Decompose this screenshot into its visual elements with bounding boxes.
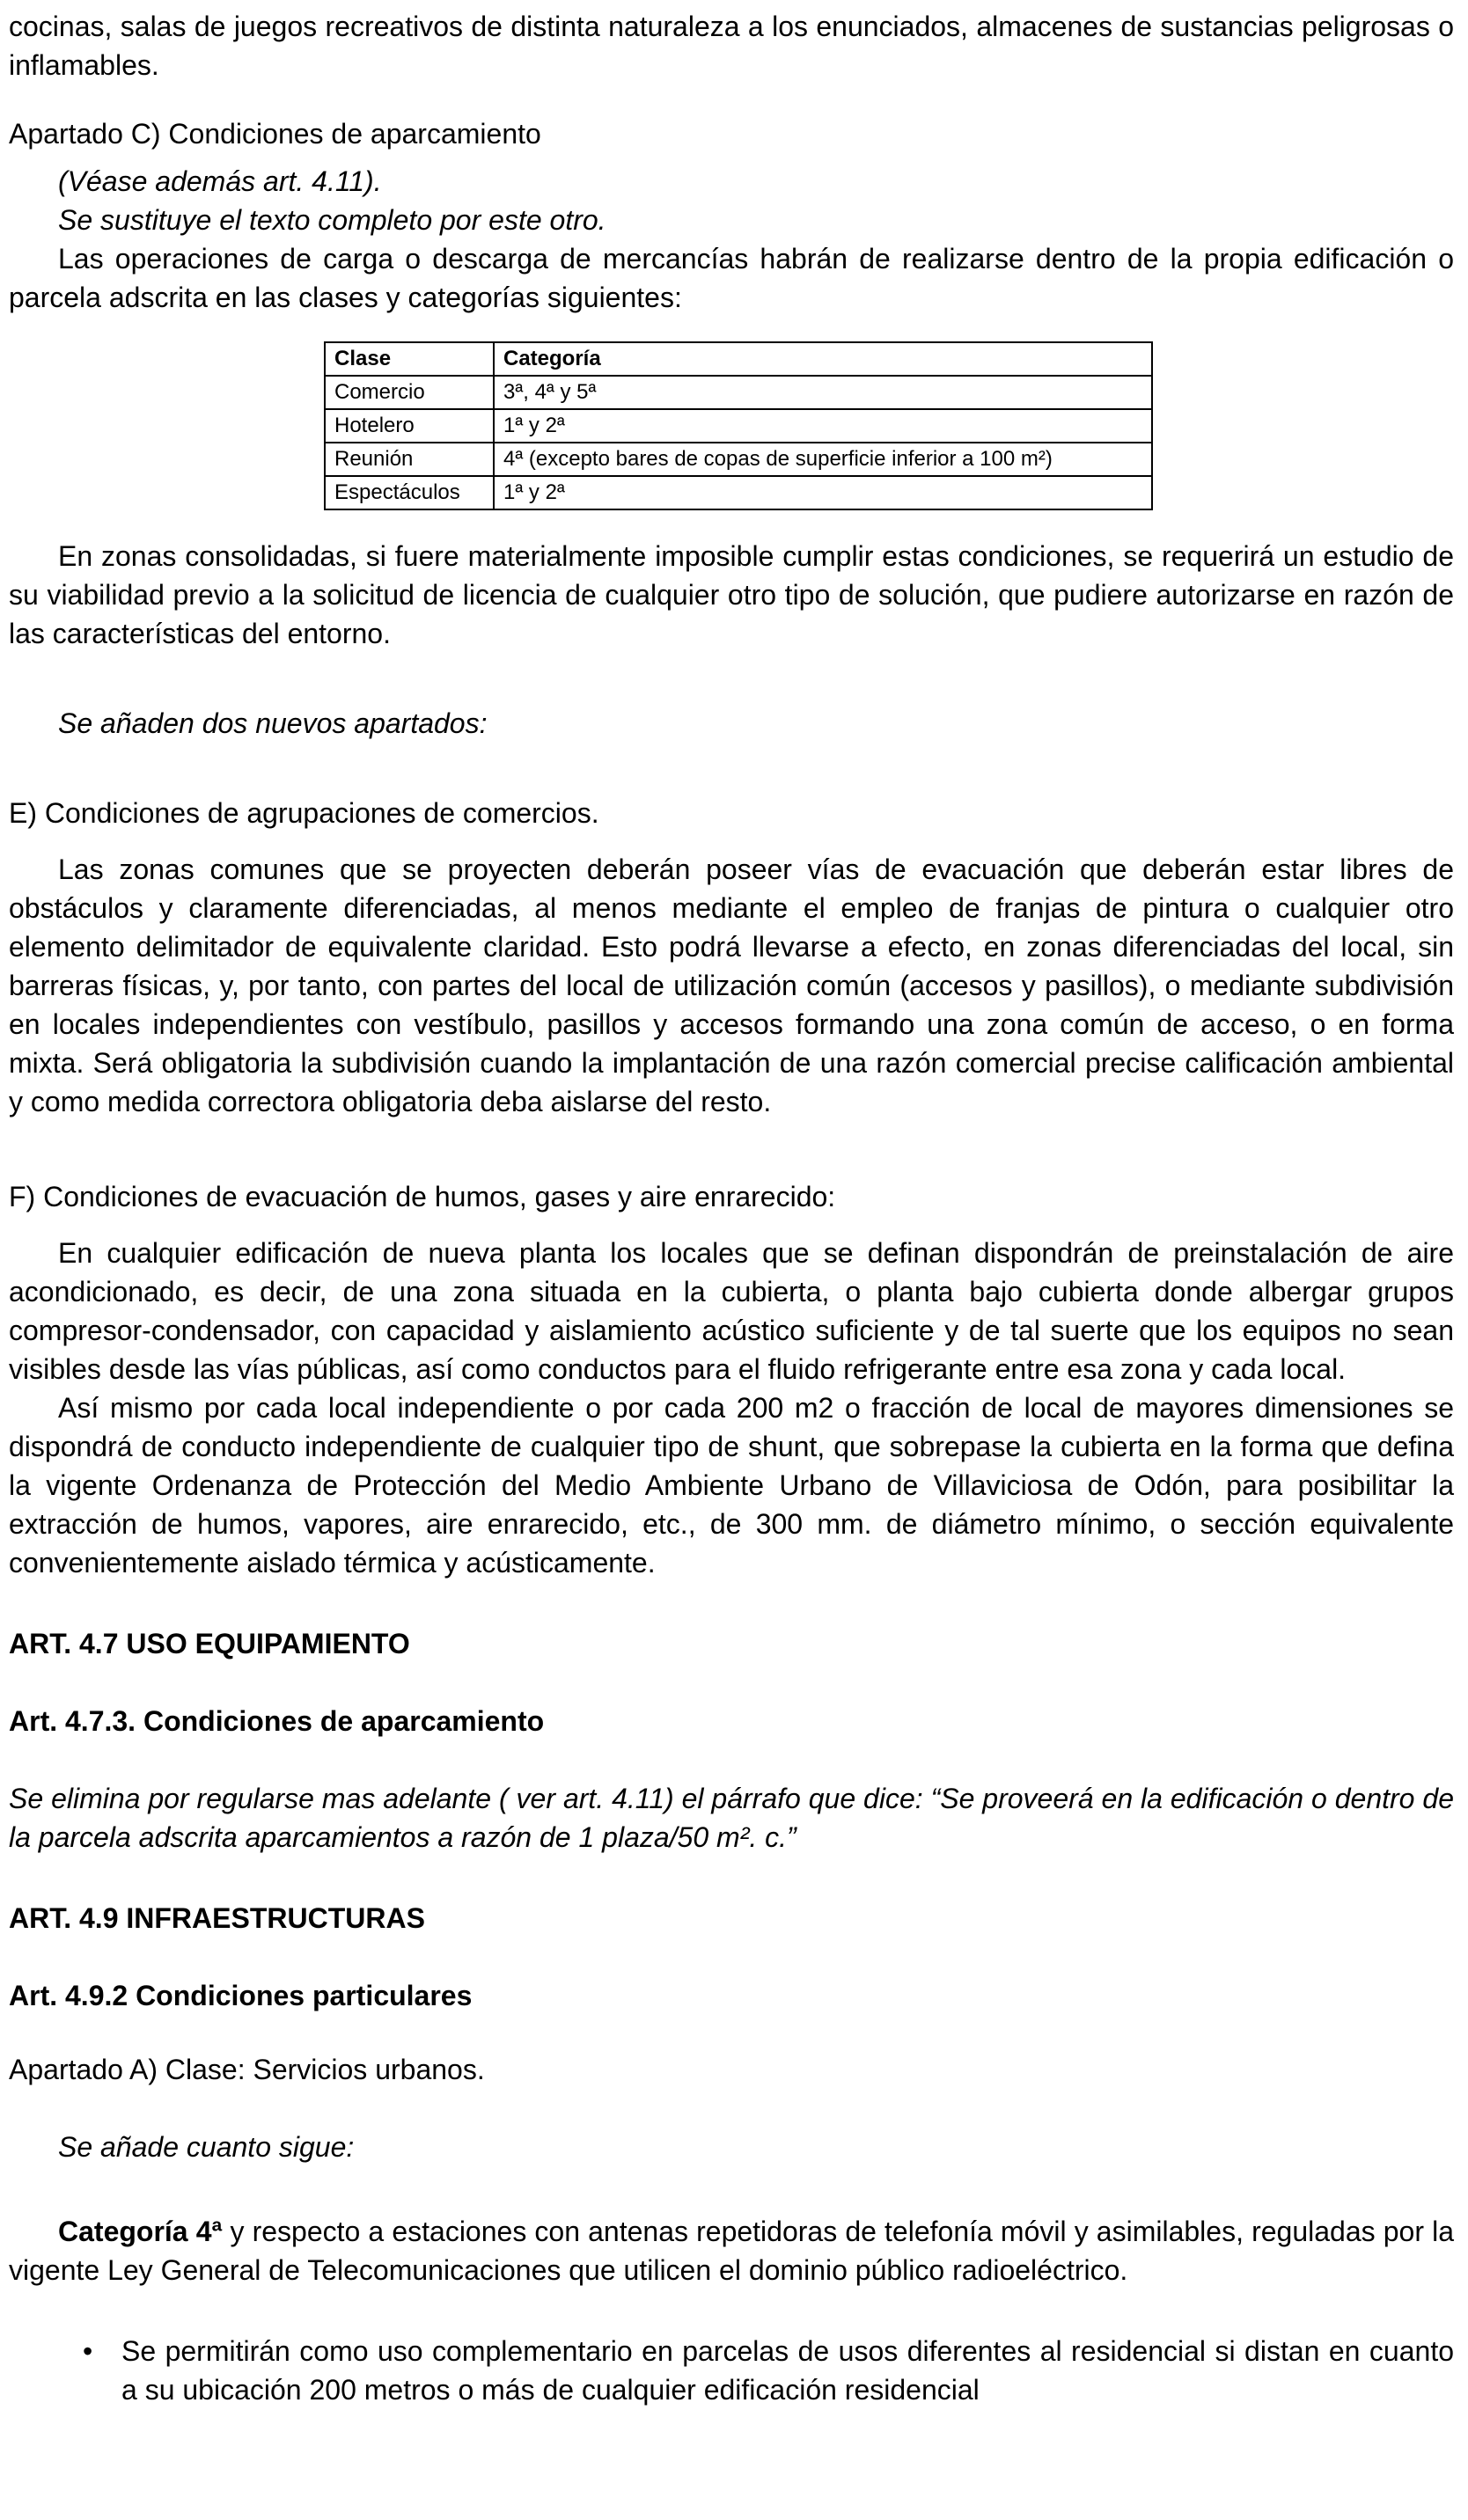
heading-apartado-e: E) Condiciones de agrupaciones de comercios. [9,797,599,829]
cell-clase-comercio: Comercio [325,376,494,409]
paragraph-zonas-comunes: Las zonas comunes que se proyecten deberán poseer vías de evacuación que deberán estar libres de obstáculos y claramente diferenciadas, al menos mediante el empleo de franjas de pintura o cualquier otro elemento delimitador de equivalente claridad. Esto podrá llevarse a efecto, en zonas diferenciadas del local, sin barreras físicas, y, por tanto, con partes del local de utilización común (accesos y pasillos), o mediante subdivisión en locales independientes con vestíbulo, pasillos y accesos formando una zona común de acceso, o en forma mixta. Será obligatoria la subdivisión cuando la implantación de una razón comercial precise calificación ambiental y como medida correctora obligatoria deba aislarse del resto. [9,853,1454,1117]
paragraph-categoria-4 [9,2212,1454,2289]
cell-clase-espectaculos: Espectáculos [325,476,494,509]
heading-art-4-7-3: Art. 4.7.3. Condiciones de aparcamiento [9,1705,545,1737]
cell-categoria-hotelero: 1ª y 2ª [494,409,1152,443]
note-vease-ademas: (Véase además art. 4.11). [58,165,382,197]
heading-art-4-9: ART. 4.9 INFRAESTRUCTURAS [9,1902,425,1934]
note-se-sustituye: Se sustituye el texto completo por este otro. [58,204,606,236]
cell-categoria-reunion: 4ª (excepto bares de copas de superficie inferior a 100 m²) [494,443,1152,476]
bullet-icon: • [83,2335,93,2367]
paragraph-intro-continuation: cocinas, salas de juegos recreativos de distinta naturaleza a los enunciados, almacenes de sustancias peligrosas o inflamables. [9,11,1454,81]
table-row-hotelero [325,409,1152,443]
cell-categoria-comercio: 3ª, 4ª y 5ª [494,376,1152,409]
paragraph-operaciones-carga: Las operaciones de carga o descarga de mercancías habrán de realizarse dentro de la propia edificación o parcela adscrita en las clases y categorías siguientes: [9,243,1454,313]
paragraph-conducto-shunt: Así mismo por cada local independiente o por cada 200 m2 o fracción de local de mayores dimensiones se dispondrá de conducto independiente de cualquier tipo de shunt, que sobrepase la cubierta en la forma que defina la vigente Ordenanza de Protección del Medio Ambiente Urbano de Villaviciosa de Odón, para posibilitar la extracción de humos, vapores, aire enrarecido, etc., de 300 mm. de diámetro mínimo, o sección equivalente convenientemente aislado térmica y acústicamente. [9,1392,1454,1579]
paragraph-zonas-consolidadas: En zonas consolidadas, si fuere materialmente imposible cumplir estas condiciones, se requerirá un estudio de su viabilidad previo a la solicitud de licencia de cualquier otro tipo de solución, que pudiere autorizarse en razón de las características del entorno. [9,540,1454,649]
note-se-anade-cuanto-sigue: Se añade cuanto sigue: [58,2131,355,2163]
heading-apartado-f: F) Condiciones de evacuación de humos, gases y aire enrarecido: [9,1181,836,1212]
bullet-text: Se permitirán como uso complementario en parcelas de usos diferentes al residencial si distan en cuanto a su ubicación 200 metros o más de cualquier edificación residencial [121,2335,1454,2406]
table-row-comercio [325,376,1152,409]
categoria-4-text: y respecto a estaciones con antenas repetidoras de telefonía móvil y asimilables, reguladas por la vigente Ley General de Telecomunicaciones que utilicen el dominio público radioeléctrico. [9,2216,1455,2286]
note-se-elimina-parrafo: Se elimina por regularse mas adelante ( ver art. 4.11) el párrafo que dice: “Se proveerá en la edificación o dentro de la parcela adscrita aparcamientos a razón de 1 plaza/50 m². c.” [9,1783,1454,1853]
categoria-4-label: Categoría 4ª [58,2216,223,2247]
cell-categoria-espectaculos: 1ª y 2ª [494,476,1152,509]
cell-clase-reunion: Reunión [325,443,494,476]
table-row-espectaculos [325,476,1152,509]
table-row-reunion [325,443,1152,476]
column-header-clase: Clase [325,342,494,376]
heading-apartado-c: Apartado C) Condiciones de aparcamiento [9,118,541,150]
heading-apartado-a: Apartado A) Clase: Servicios urbanos. [9,2054,485,2085]
paragraph-preinstalacion-aire: En cualquier edificación de nueva planta los locales que se definan dispondrán de preinstalación de aire acondicionado, es decir, de una zona situada en la cubierta, o planta bajo cubierta donde albergar grupos compresor-condensador, con capacidad y aislamiento acústico suficiente y de tal suerte que los equipos no sean visibles desde las vías públicas, así como conductos para el fluido refrigerante entre esa zona y cada local. [9,1237,1454,1385]
clase-categoria-table [324,341,1153,510]
column-header-categoria: Categoría [494,342,1152,376]
table-header-row [325,342,1152,376]
note-se-anaden-apartados: Se añaden dos nuevos apartados: [58,707,488,739]
cell-clase-hotelero: Hotelero [325,409,494,443]
bullet-item-uso-complementario [9,2332,1454,2409]
heading-art-4-9-2: Art. 4.9.2 Condiciones particulares [9,1980,473,2011]
heading-art-4-7: ART. 4.7 USO EQUIPAMIENTO [9,1628,410,1659]
